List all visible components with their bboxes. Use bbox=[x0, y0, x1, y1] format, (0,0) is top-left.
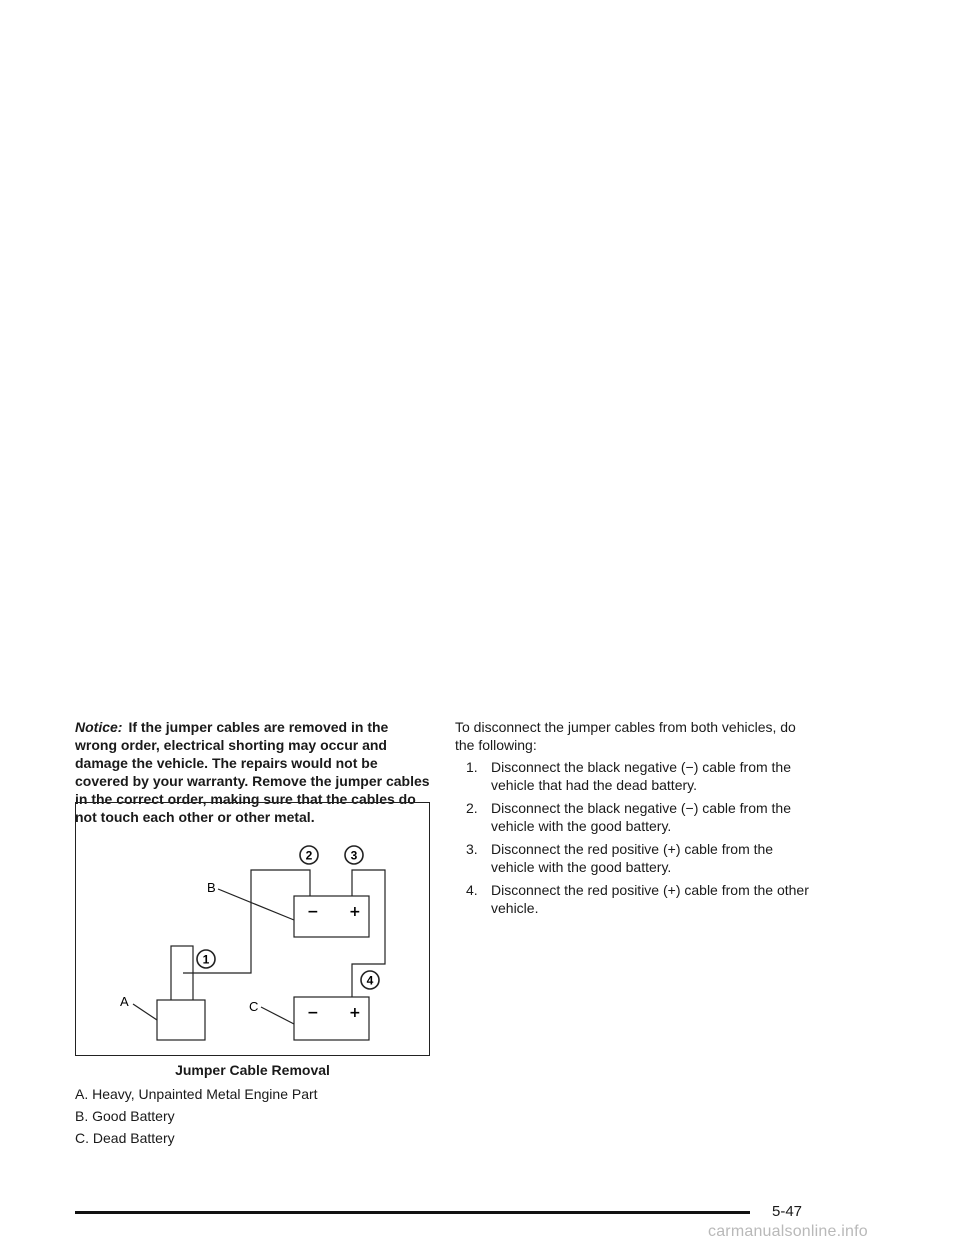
jumper-cable-diagram bbox=[75, 802, 430, 1056]
step-text: Disconnect the red positive (+) cable from the other vehicle. bbox=[491, 882, 809, 916]
step-number: 3. bbox=[466, 841, 478, 857]
step-item bbox=[455, 799, 815, 835]
footer-rule bbox=[75, 1211, 750, 1214]
engine-part-block bbox=[157, 1000, 205, 1040]
watermark-text: carmanualsonline.info bbox=[708, 1223, 868, 1240]
legend-item-c: C. Dead Battery bbox=[75, 1130, 175, 1146]
leader-a bbox=[133, 1004, 157, 1020]
notice-lead: Notice: bbox=[75, 719, 123, 735]
callout-3 bbox=[345, 846, 363, 864]
good-battery-plus: + bbox=[349, 904, 361, 920]
dead-battery-minus: − bbox=[307, 1005, 319, 1021]
svg-text:4: 4 bbox=[366, 973, 374, 988]
svg-text:1: 1 bbox=[202, 952, 210, 967]
step-item bbox=[455, 840, 815, 876]
label-b: B bbox=[207, 880, 216, 895]
step-item bbox=[455, 881, 815, 917]
instructions-intro: To disconnect the jumper cables from both vehicles, do the following: bbox=[455, 719, 796, 753]
callout-2 bbox=[300, 846, 318, 864]
good-battery-minus: − bbox=[307, 904, 319, 920]
step-number: 4. bbox=[466, 882, 478, 898]
callout-1 bbox=[197, 950, 215, 968]
legend-item-a: A. Heavy, Unpainted Metal Engine Part bbox=[75, 1086, 318, 1102]
notice-body: If the jumper cables are removed in the wrong order, electrical shorting may occur and damage the vehicle. The repairs would not be covered by your warranty. Remove the jumper cables in the correct order, making sure that the cables do not touch each other or other metal. bbox=[75, 719, 430, 825]
figure-legend bbox=[75, 1085, 318, 1151]
legend-item-b: B. Good Battery bbox=[75, 1108, 175, 1124]
instructions-steps bbox=[455, 758, 815, 917]
svg-text:2: 2 bbox=[305, 848, 313, 863]
dead-battery-plus: + bbox=[349, 1005, 361, 1021]
label-c: C bbox=[249, 999, 259, 1014]
figure-caption: Jumper Cable Removal bbox=[175, 1062, 330, 1078]
step-number: 1. bbox=[466, 759, 478, 775]
step-number: 2. bbox=[466, 800, 478, 816]
leader-c bbox=[261, 1007, 294, 1024]
step-text: Disconnect the black negative (−) cable from the vehicle with the good battery. bbox=[491, 800, 791, 834]
leader-b bbox=[218, 889, 294, 920]
step-text: Disconnect the black negative (−) cable from the vehicle that had the dead battery. bbox=[491, 759, 791, 793]
instructions-block bbox=[455, 718, 815, 922]
callout-4 bbox=[361, 971, 379, 989]
diagram-svg bbox=[76, 803, 431, 1057]
step-text: Disconnect the red positive (+) cable from the vehicle with the good battery. bbox=[491, 841, 774, 875]
svg-text:3: 3 bbox=[350, 848, 358, 863]
label-a: A bbox=[120, 994, 129, 1009]
step-item bbox=[455, 758, 815, 794]
page-number: 5-47 bbox=[772, 1203, 803, 1220]
